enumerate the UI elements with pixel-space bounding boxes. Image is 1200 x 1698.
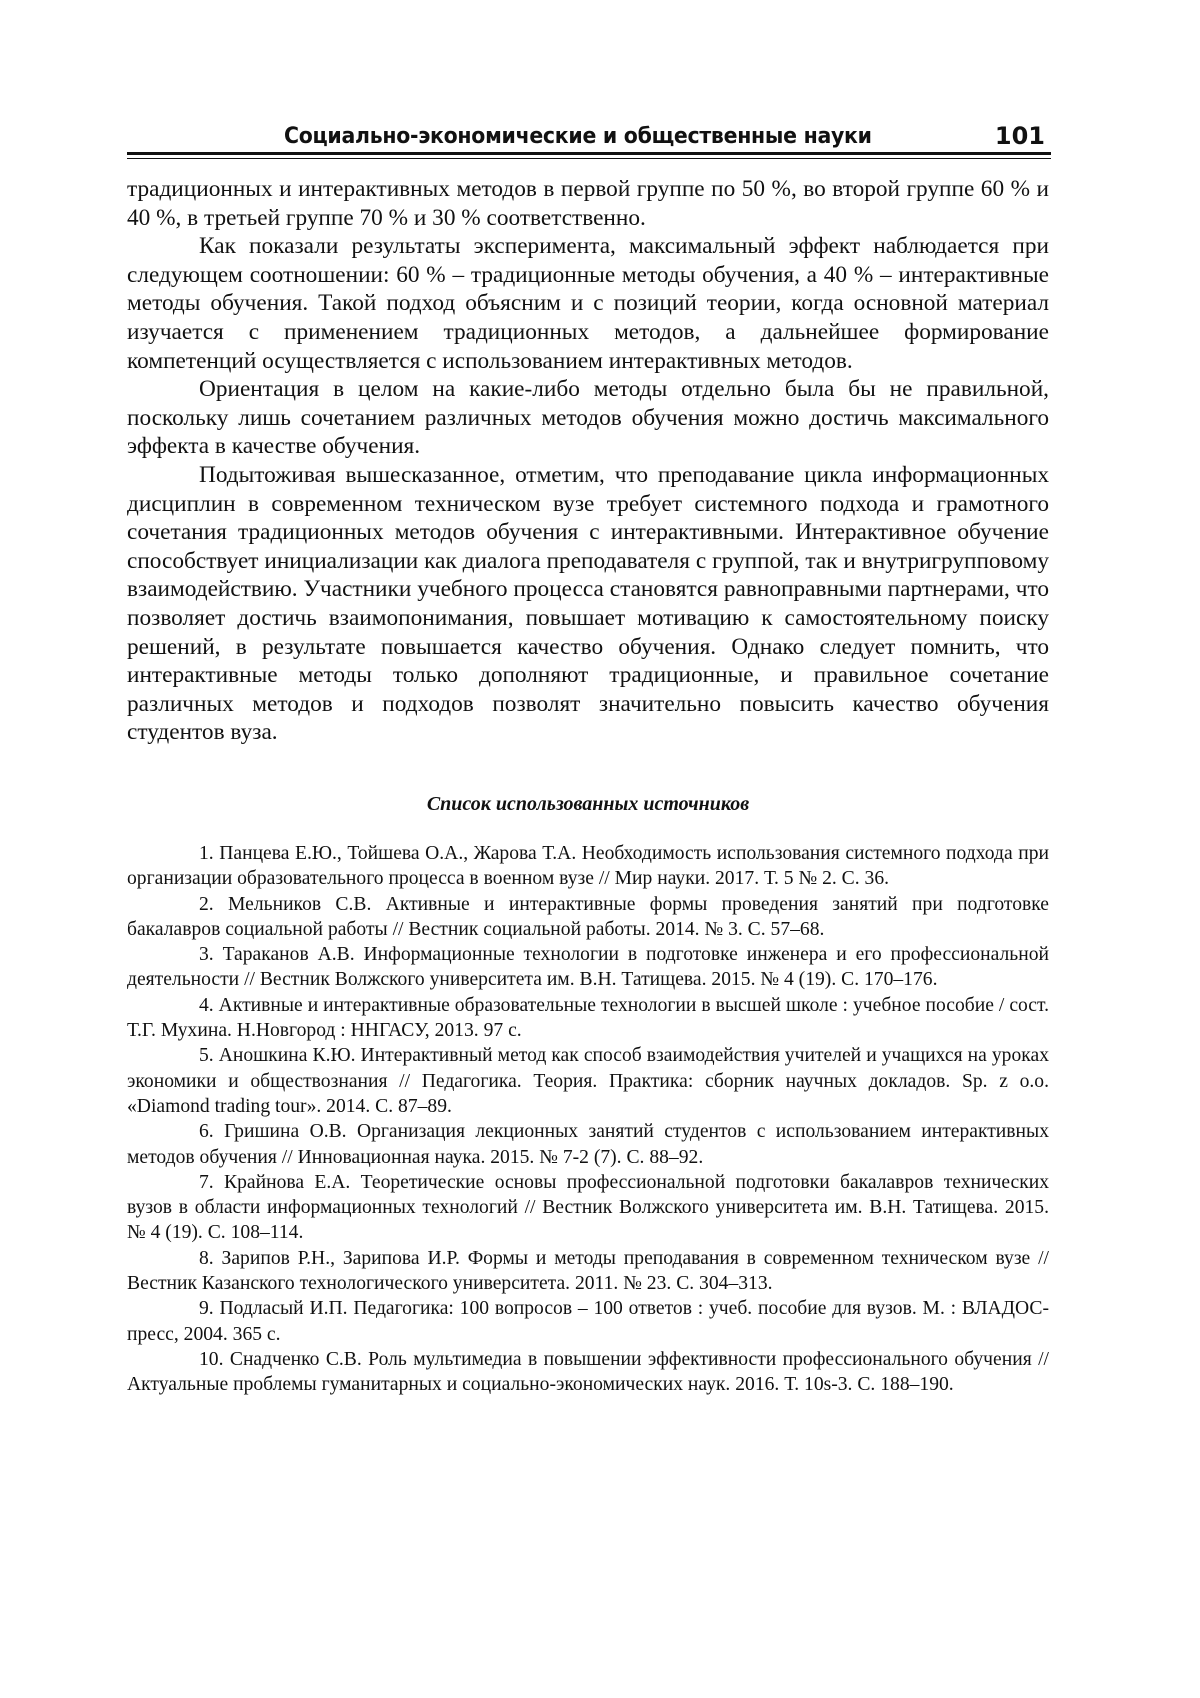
reference-item: 1. Панцева Е.Ю., Тойшева О.А., Жарова Т.А. Необходимость использования системного подхода при организации образовательного процесса в военном вузе // Мир науки. 2017. Т. 5 № 2. С. 36.	[127, 843, 1049, 890]
references-list	[127, 841, 1049, 1398]
reference-item: 6. Гришина О.В. Организация лекционных занятий студентов с использованием интерактивных методов обучения // Инновационная наука. 2015. № 7-2 (7). С. 88–92.	[127, 1121, 1049, 1168]
reference-item: 9. Подласый И.П. Педагогика: 100 вопросов – 100 ответов : учеб. пособие для вузов. М. : ВЛАДОС-пресс, 2004. 365 с.	[127, 1298, 1049, 1345]
reference-item: 3. Тараканов А.В. Информационные технологии в подготовке инженера и его профессиональной деятельности // Вестник Волжского университета им. В.Н. Татищева. 2015. № 4 (19). С. 170–176.	[127, 944, 1049, 991]
article-body	[127, 175, 1049, 747]
paragraph-continued: традиционных и интерактивных методов в первой группе по 50 %, во второй группе 60 % и 40 %, в третьей группе 70 % и 30 % соответственно.	[127, 176, 1049, 231]
reference-item: 4. Активные и интерактивные образовательные технологии в высшей школе : учебное пособие / сост. Т.Г. Мухина. Н.Новгород : ННГАСУ, 2013. 97 с.	[127, 994, 1049, 1042]
reference-item: 5. Аношкина К.Ю. Интерактивный метод как способ взаимодействия учителей и учащихся на уроках экономики и обществознания // Педагогика. Теория. Практика: сборник научных докладов. Sp. z o.o. «Diamond trading tour». 2014. С. 87–89.	[127, 1045, 1049, 1117]
section-title: Социально-экономические и общественные науки	[284, 124, 872, 149]
header-rule-thin	[127, 158, 1051, 159]
header-rule-thick	[127, 152, 1051, 155]
page-number: 101	[994, 122, 1045, 150]
reference-item: 2. Мельников С.В. Активные и интерактивные формы проведения занятий при подготовке бакалавров социальной работы // Вестник социальной работы. 2014. № 3. С. 57–68.	[127, 893, 1049, 940]
paragraph: Подытоживая вышесказанное, отметим, что преподавание цикла информационных дисциплин в современном техническом вузе требует системного подхода и грамотного сочетания традиционных методов обучения с интерактивными. Интерактивное обучение способствует инициализации как диалога преподавателя с группой, так и внутригрупповому взаимодействию. Участники учебного процесса становятся равноправными партнерами, что позволяет достичь взаимопонимания, повышает мотивацию к самостоятельному поиску решений, в результате повышается качество обучения. Однако следует помнить, что интерактивные методы только дополняют традиционные, и правильное сочетание различных методов и подходов позволят значительно повысить качество обучения студентов вуза.	[127, 461, 1049, 746]
paragraph: Ориентация в целом на какие-либо методы отдельно была бы не правильной, поскольку лишь сочетанием различных методов обучения можно достичь максимального эффекта в качестве обучения.	[127, 376, 1049, 460]
reference-item: 8. Зарипов Р.Н., Зарипова И.Р. Формы и методы преподавания в современном техническом вузе // Вестник Казанского технологического университета. 2011. № 23. С. 304–313.	[127, 1247, 1049, 1295]
reference-item: 10. Снадченко С.В. Роль мультимедиа в повышении эффективности профессионального обучения // Актуальные проблемы гуманитарных и социально-экономических наук. 2016. Т. 10s-3. С. 188–190.	[127, 1348, 1049, 1396]
paragraph: Как показали результаты эксперимента, максимальный эффект наблюдается при следующем соотношении: 60 % – традиционные методы обучения, а 40 % – интерактивные методы обучения. Такой подход объясним и с позиций теории, когда основной материал изучается с применением традиционных методов, а дальнейшее формирование компетенций осуществляется с использованием интерактивных методов.	[127, 233, 1049, 374]
reference-item: 7. Крайнова Е.А. Теоретические основы профессиональной подготовки бакалавров технических вузов в области информационных технологий // Вестник Волжского университета им. В.Н. Татищева. 2015. № 4 (19). С. 108–114.	[127, 1171, 1049, 1244]
running-header	[127, 118, 1051, 162]
references-heading: Список использованных источников	[426, 793, 750, 815]
